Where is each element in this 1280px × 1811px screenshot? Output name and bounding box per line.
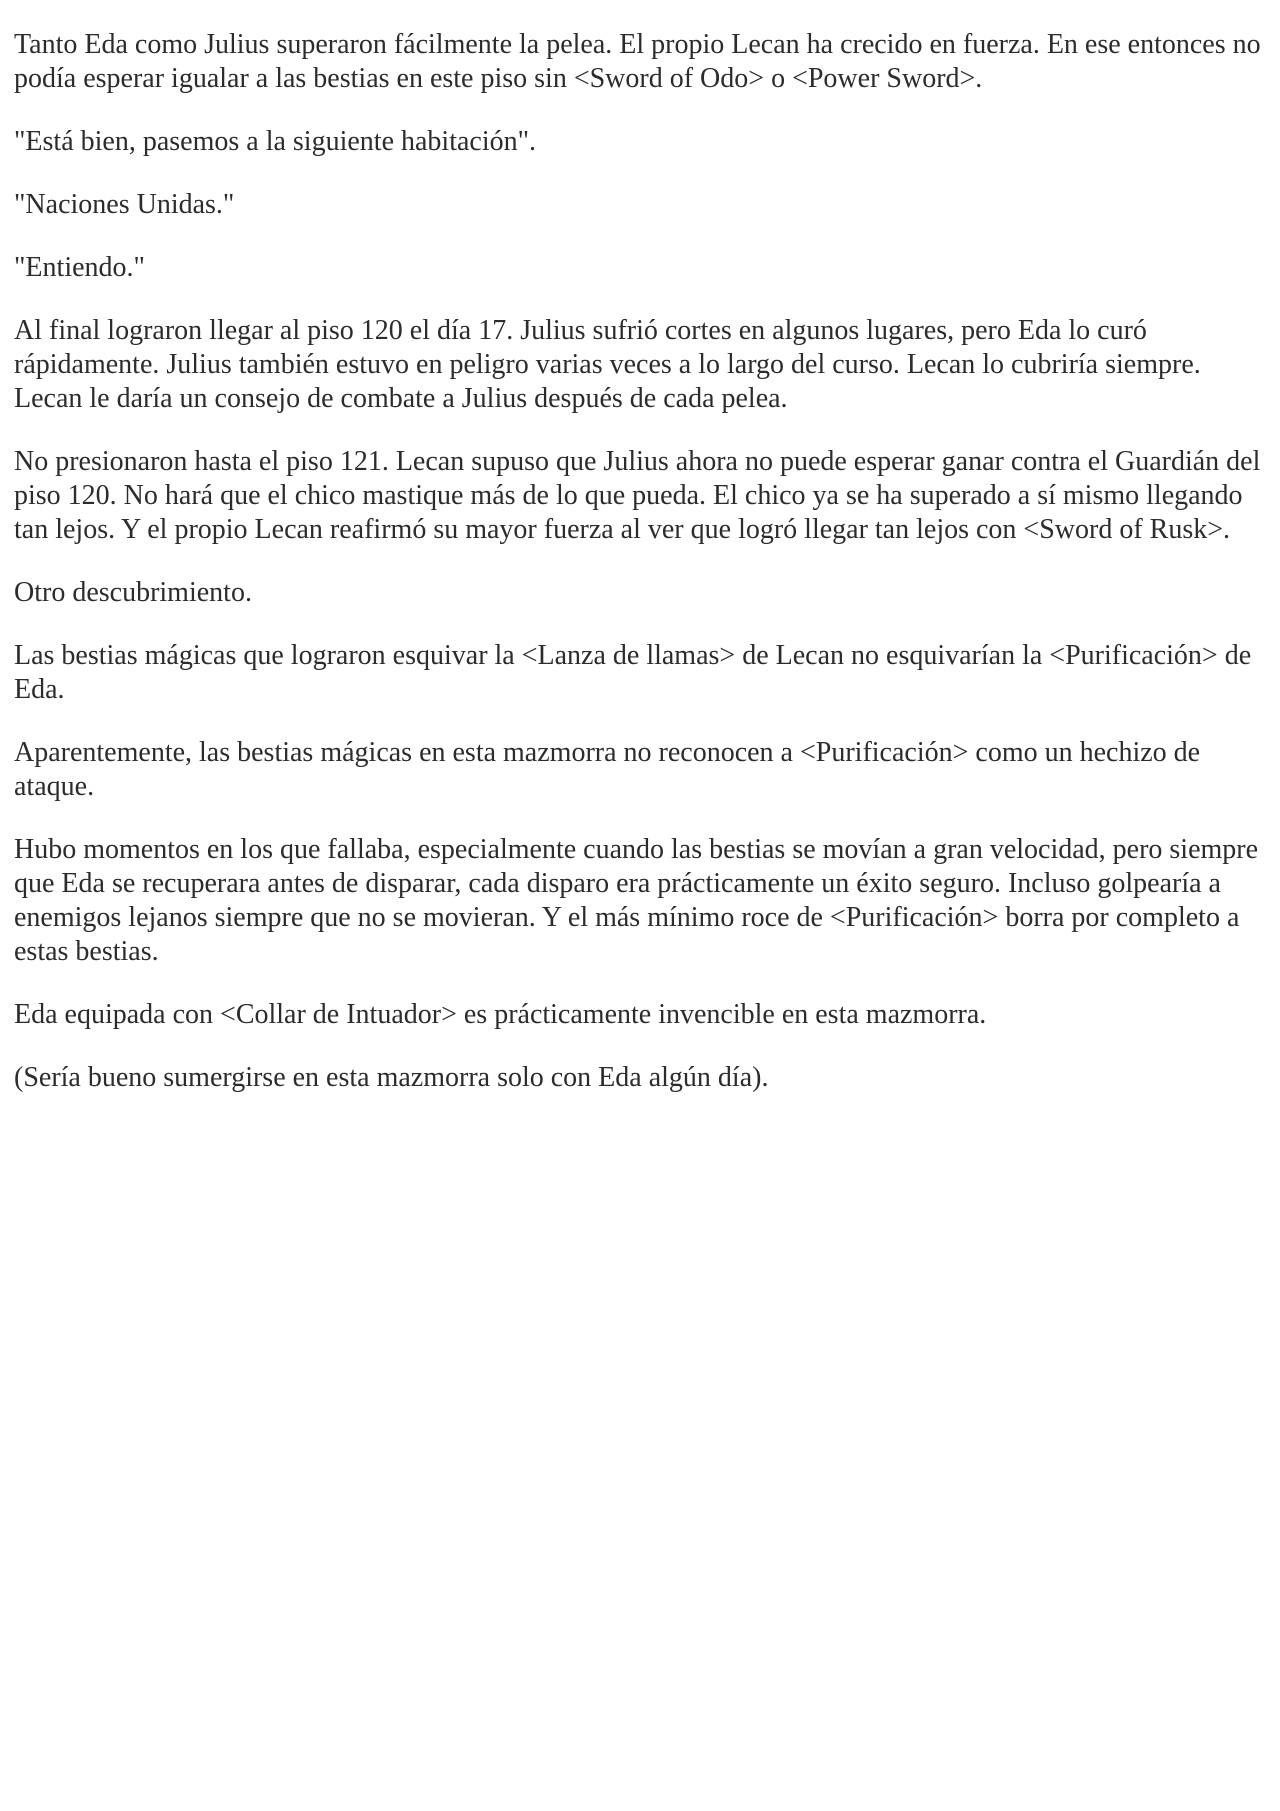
- paragraph-7: Otro descubrimiento.: [14, 577, 252, 608]
- paragraph-6: No presionaron hasta el piso 121. Lecan supuso que Julius ahora no puede esperar ganar contra el Guardián del piso 120. No hará que el chico mastique más de lo que pueda. El chico ya se ha superado a sí mismo llegando tan lejos. Y el propio Lecan reafirmó su mayor fuerza al ver que logró llegar tan lejos con <Sword of Rusk>.: [14, 446, 1261, 545]
- paragraph-3: "Naciones Unidas.": [14, 189, 235, 220]
- paragraph-1: Tanto Eda como Julius superaron fácilmente la pelea. El propio Lecan ha crecido en fuerza. En ese entonces no podía esperar igualar a las bestias en este piso sin <Sword of Odo> o <Power Sword>.: [14, 29, 1261, 94]
- paragraph-10: Hubo momentos en los que fallaba, especialmente cuando las bestias se movían a gran velocidad, pero siempre que Eda se recuperara antes de disparar, cada disparo era prácticamente un éxito seguro. Incluso golpearía a enemigos lejanos siempre que no se movieran. Y el más mínimo roce de <Purificación> borra por completo a estas bestias.: [14, 834, 1259, 967]
- paragraph-9: Aparentemente, las bestias mágicas en esta mazmorra no reconocen a <Purificación> como un hechizo de ataque.: [14, 737, 1201, 802]
- paragraph-11: Eda equipada con <Collar de Intuador> es prácticamente invencible en esta mazmorra.: [14, 999, 987, 1030]
- paragraph-5: Al final lograron llegar al piso 120 el día 17. Julius sufrió cortes en algunos lugares, pero Eda lo curó rápidamente. Julius también estuvo en peligro varias veces a lo largo del curso. Lecan lo cubriría siempre. Lecan le daría un consejo de combate a Julius después de cada pelea.: [14, 315, 1201, 414]
- paragraph-12: (Sería bueno sumergirse en esta mazmorra solo con Eda algún día).: [14, 1062, 769, 1093]
- paragraph-4: "Entiendo.": [14, 252, 145, 283]
- paragraph-2: "Está bien, pasemos a la siguiente habitación".: [14, 126, 537, 157]
- paragraph-8: Las bestias mágicas que lograron esquivar la <Lanza de llamas> de Lecan no esquivarían la <Purificación> de Eda.: [14, 640, 1252, 705]
- document-body: [14, 28, 1266, 1124]
